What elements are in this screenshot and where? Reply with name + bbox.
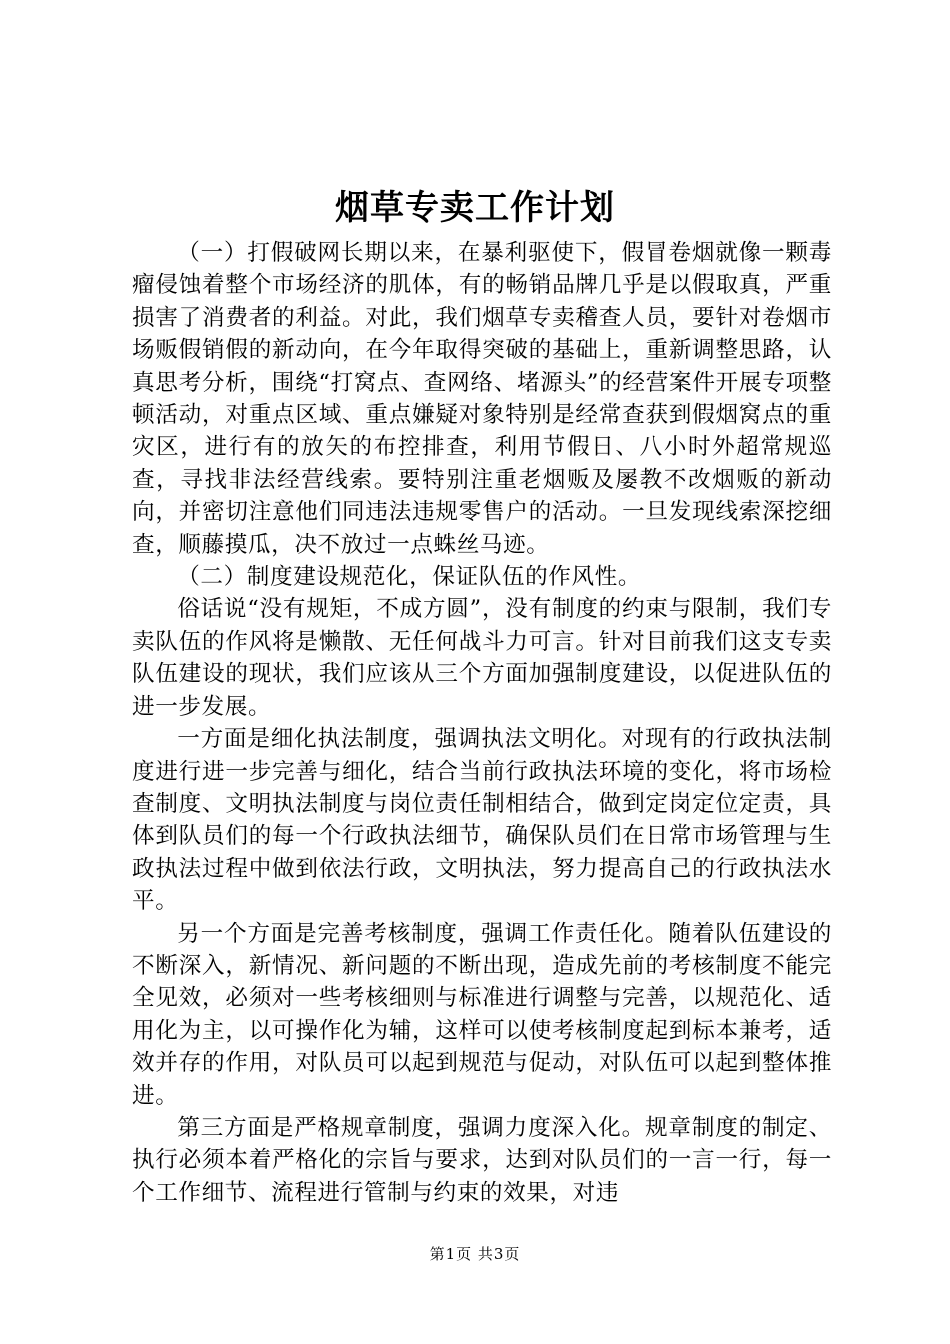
paragraph-4: 一方面是细化执法制度，强调执法文明化。对现有的行政执法制度进行进一步完善与细化，结合当前行政执法环境的变化，将市场检查制度、文明执法制度与岗位责任制相结合，做到定岗定位定责，具体到队员们的每一个行政执法细节，确保队员们在日常市场管理与生政执法过程中做到依法行政，文明执法，努力提高自己的行政执法水平。 (132, 726, 832, 915)
paragraph-5: 另一个方面是完善考核制度，强调工作责任化。随着队伍建设的不断深入，新情况、新问题的不断出现，造成先前的考核制度不能完全见效，必须对一些考核细则与标准进行调整与完善，以规范化、适用化为主，以可操作化为辅，这样可以使考核制度起到标本兼考，适效并存的作用，对队员可以起到规范与促动，对队伍可以起到整体推进。 (132, 920, 832, 1109)
document-body (132, 237, 832, 1209)
page-footer: 第1页 共3页 (429, 1245, 521, 1263)
paragraph-1: （一）打假破网长期以来，在暴利驱使下，假冒卷烟就像一颗毒瘤侵蚀着整个市场经济的肌体，有的畅销品牌几乎是以假取真，严重损害了消费者的利益。对此，我们烟草专卖稽查人员，要针对卷烟市场贩假销假的新动向，在今年取得突破的基础上，重新调整思路，认真思考分析，围绕“打窝点、查网络、堵源头”的经营案件开展专项整顿活动，对重点区域、重点嫌疑对象特别是经常查获到假烟窝点的重灾区，进行有的放矢的布控排查，利用节假日、八小时外超常规巡查，寻找非法经营线索。要特别注重老烟贩及屡教不改烟贩的新动向，并密切注意他们同违法违规零售户的活动。一旦发现线索深挖细查，顺藤摸瓜，决不放过一点蛛丝马迹。 (132, 240, 832, 558)
paragraph-2: （二）制度建设规范化，保证队伍的作风性。 (177, 564, 642, 591)
paragraph-6: 第三方面是严格规章制度，强调力度深入化。规章制度的制定、执行必须本着严格化的宗旨与要求，达到对队员们的一言一行，每一个工作细节、流程进行管制与约束的效果，对违 (132, 1114, 832, 1206)
paragraph-3: 俗话说“没有规矩，不成方圆”，没有制度的约束与限制，我们专卖队伍的作风将是懒散、无任何战斗力可言。针对目前我们这支专卖队伍建设的现状，我们应该从三个方面加强制度建设，以促进队伍的进一步发展。 (132, 596, 832, 720)
document-title: 烟草专卖工作计划 (335, 188, 615, 228)
